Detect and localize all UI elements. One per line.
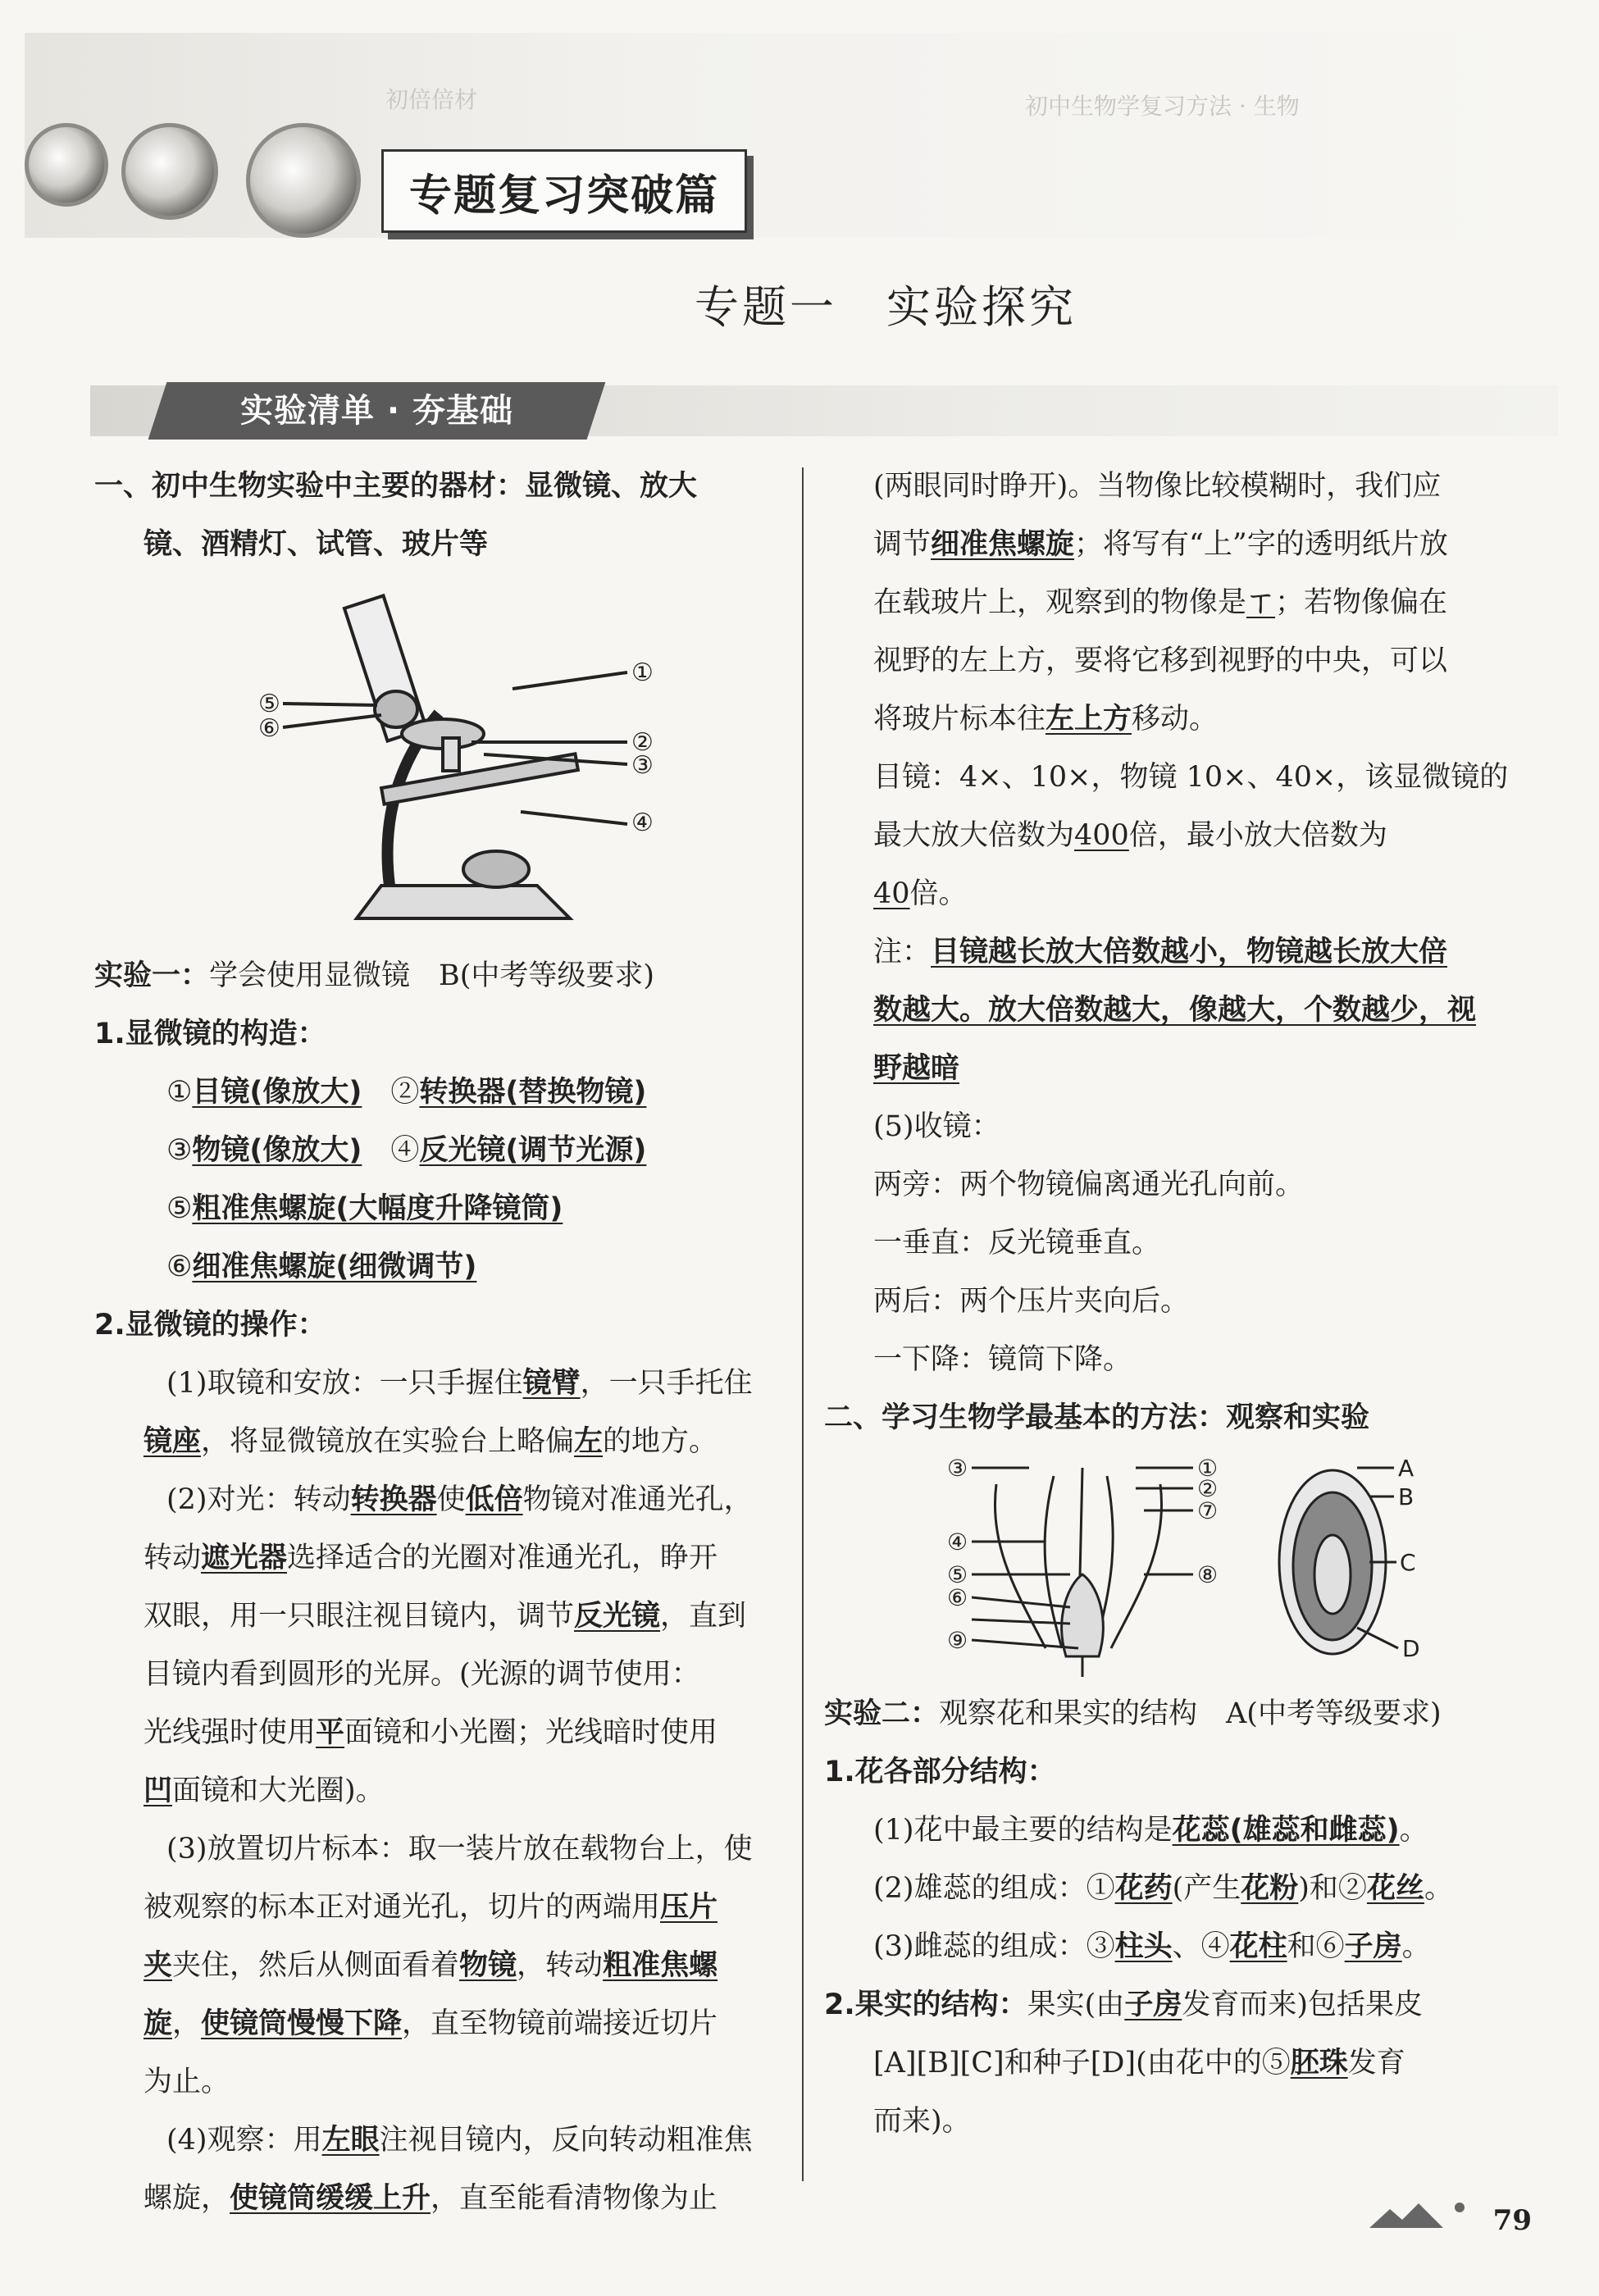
intro-line-2: 镜、酒精灯、试管、玻片等 bbox=[144, 528, 489, 561]
text-line: (5)收镜： bbox=[873, 1110, 1000, 1143]
experiment-2-prefix: 实验二： bbox=[824, 1697, 940, 1730]
microscope-illustration bbox=[258, 574, 718, 943]
operation-4: (4)观察：用左眼注视目镜内，反向转动粗准焦 bbox=[166, 2124, 753, 2157]
fruit-label-a: A bbox=[1398, 1455, 1414, 1482]
cell-decoration-icon bbox=[25, 123, 108, 207]
flower-structure-heading: 1.花各部分结构： bbox=[824, 1756, 1056, 1788]
structure-heading: 1.显微镜的构造： bbox=[94, 1018, 326, 1050]
text-line: 调节细准焦螺旋；将写有“上”字的透明纸片放 bbox=[873, 528, 1448, 561]
left-column bbox=[94, 458, 787, 2228]
operation-3-cont: 夹夹住，然后从侧面看着物镜，转动粗准焦螺 bbox=[144, 1949, 718, 1982]
microscope-label-5: ⑤ bbox=[258, 690, 280, 718]
text-line: 将玻片标本往左上方移动。 bbox=[873, 703, 1219, 736]
flower-fruit-illustration bbox=[947, 1451, 1472, 1681]
section-2-heading: 二、学习生物学最基本的方法：观察和实验 bbox=[824, 1401, 1370, 1434]
parts-line-2: ③物镜(像放大) ④反光镜(调节光源) bbox=[166, 1134, 647, 1167]
text-line: 40倍。 bbox=[873, 877, 968, 910]
operation-3-cont: 旋，使镜筒慢慢下降，直至物镜前端接近切片 bbox=[144, 2007, 718, 2040]
operation-2: (2)对光：转动转换器使低倍物镜对准通光孔， bbox=[166, 1483, 753, 1516]
operation-3-cont: 为止。 bbox=[144, 2066, 230, 2098]
text-line: 两后：两个压片夹向后。 bbox=[873, 1285, 1190, 1318]
operation-3-cont: 被观察的标本正对通光孔，切片的两端用压片 bbox=[144, 1891, 718, 1924]
fruit-line-3: 而来)。 bbox=[873, 2105, 971, 2138]
text-line: 视野的左上方，要将它移到视野的中央，可以 bbox=[873, 645, 1448, 677]
right-column bbox=[824, 458, 1521, 2151]
experiment-1-prefix: 实验一： bbox=[94, 959, 210, 992]
answer: 细准焦螺旋(细微调节) bbox=[192, 1250, 477, 1283]
operation-2-cont: 光线强时使用平面镜和小光圈；光线暗时使用 bbox=[144, 1716, 718, 1749]
page-title bbox=[0, 272, 1599, 335]
microscope-label-1: ① bbox=[631, 658, 654, 687]
microscope-label-4: ④ bbox=[631, 809, 654, 837]
header-ghost-text-left: 初倍倍材 bbox=[385, 86, 478, 113]
note-line: 数越大。放大倍数越大，像越大，个数越少，视 bbox=[873, 994, 1477, 1027]
text-line: 一垂直：反光镜垂直。 bbox=[873, 1227, 1161, 1260]
text-line: 在载玻片上，观察到的物像是ㄒ；若物像偏在 bbox=[873, 586, 1448, 619]
answer: 粗准焦螺旋(大幅度升降镜筒) bbox=[192, 1192, 563, 1225]
topic-name: 实验探究 bbox=[886, 281, 1077, 333]
page-number: 79 bbox=[1492, 2204, 1532, 2237]
section-tag: 实验清单 · 夯基础 bbox=[239, 392, 514, 430]
operation-3: (3)放置切片标本：取一装片放在载物台上，使 bbox=[166, 1833, 753, 1866]
section-banner: 专题复习突破篇 bbox=[381, 149, 747, 233]
text-line: 最大放大倍数为400倍，最小放大倍数为 bbox=[873, 819, 1387, 852]
flower-label-5: ⑤ bbox=[947, 1561, 968, 1588]
answer: 转换器(替换物镜) bbox=[419, 1076, 647, 1109]
flower-label-3: ③ bbox=[947, 1455, 968, 1482]
operation-4-cont: 螺旋，使镜筒缓缓上升，直至能看清物像为止 bbox=[144, 2182, 718, 2215]
flower-label-6: ⑥ bbox=[947, 1584, 968, 1611]
fruit-label-c: C bbox=[1400, 1549, 1416, 1576]
cell-decoration-icon bbox=[121, 123, 218, 220]
parts-line-4: ⑥细准焦螺旋(细微调节) bbox=[166, 1250, 477, 1283]
flower-label-2: ② bbox=[1197, 1475, 1219, 1502]
text-line: 一下降：镜筒下降。 bbox=[873, 1343, 1132, 1376]
text-line: 两旁：两个物镜偏离通光孔向前。 bbox=[873, 1168, 1305, 1201]
operation-2-cont: 双眼，用一只眼注视目镜内，调节反光镜，直到 bbox=[144, 1600, 747, 1633]
mountain-icon bbox=[1369, 2199, 1476, 2232]
experiment-2-text: 观察花和果实的结构 A(中考等级要求) bbox=[939, 1697, 1442, 1730]
fruit-label-d: D bbox=[1402, 1635, 1420, 1662]
microscope-label-3: ③ bbox=[631, 751, 654, 780]
answer: 物镜(像放大) bbox=[192, 1134, 362, 1167]
topic-label: 专题一 bbox=[695, 281, 837, 333]
operation-2-cont: 凹面镜和大光圈)。 bbox=[144, 1774, 385, 1807]
fruit-label-b: B bbox=[1398, 1483, 1414, 1510]
intro-line-1: 一、初中生物实验中主要的器材：显微镜、放大 bbox=[94, 470, 698, 503]
fruit-line-2: [A][B][C]和种子[D](由花中的⑤胚珠发育 bbox=[873, 2047, 1405, 2080]
note-line: 注：目镜越长放大倍数越小，物镜越长放大倍 bbox=[873, 936, 1448, 968]
microscope-label-2: ② bbox=[631, 728, 654, 757]
parts-line-3: ⑤粗准焦螺旋(大幅度升降镜筒) bbox=[166, 1192, 563, 1225]
fruit-structure-heading: 2.果实的结构： bbox=[824, 1988, 1027, 2021]
operation-2-cont: 转动遮光器选择适合的光圈对准通光孔，睁开 bbox=[144, 1542, 718, 1574]
operation-2-cont: 目镜内看到圆形的光屏。(光源的调节使用： bbox=[144, 1658, 700, 1691]
experiment-1-text: 学会使用显微镜 B(中考等级要求) bbox=[209, 959, 655, 992]
microscope-figure bbox=[94, 574, 787, 947]
flower-label-8: ⑧ bbox=[1197, 1561, 1219, 1588]
flower-label-1: ① bbox=[1197, 1455, 1219, 1482]
note-line: 野越暗 bbox=[873, 1052, 960, 1085]
flower-label-7: ⑦ bbox=[1197, 1497, 1219, 1524]
answer: 反光镜(调节光源) bbox=[419, 1134, 647, 1167]
flower-label-9: ⑨ bbox=[947, 1627, 968, 1654]
flower-label-4: ④ bbox=[947, 1528, 968, 1556]
column-divider bbox=[802, 467, 804, 2181]
header-ghost-text-right: 初中生物学复习方法 · 生物 bbox=[1025, 93, 1300, 120]
text-line: 目镜：4×、10×，物镜 10×、40×，该显微镜的 bbox=[873, 761, 1509, 794]
flower-line-1: (1)花中最主要的结构是花蕊(雄蕊和雌蕊)。 bbox=[873, 1814, 1428, 1847]
operation-1: (1)取镜和安放：一只手握住镜臂，一只手托住 bbox=[166, 1367, 753, 1400]
answer: 目镜(像放大) bbox=[192, 1076, 362, 1109]
microscope-label-6: ⑥ bbox=[258, 714, 280, 743]
parts-line-1: ①目镜(像放大) ②转换器(替换物镜) bbox=[166, 1076, 647, 1109]
operation-heading: 2.显微镜的操作： bbox=[94, 1309, 326, 1342]
flower-line-3: (3)雌蕊的组成：③柱头、④花柱和⑥子房。 bbox=[873, 1930, 1431, 1963]
text-line: (两眼同时睁开)。当物像比较模糊时，我们应 bbox=[873, 470, 1442, 503]
cell-decoration-icon bbox=[246, 123, 361, 238]
operation-1-cont: 镜座，将显微镜放在实验台上略偏左的地方。 bbox=[144, 1425, 718, 1458]
flower-line-2: (2)雄蕊的组成：①花药(产生花粉)和②花丝。 bbox=[873, 1872, 1453, 1905]
experiment-1-heading bbox=[94, 947, 787, 1005]
experiment-2-heading bbox=[824, 1685, 1521, 1743]
fruit-line-1: 2.果实的结构：果实(由子房发育而来)包括果皮 bbox=[824, 1988, 1423, 2021]
flower-fruit-figure bbox=[824, 1447, 1521, 1685]
